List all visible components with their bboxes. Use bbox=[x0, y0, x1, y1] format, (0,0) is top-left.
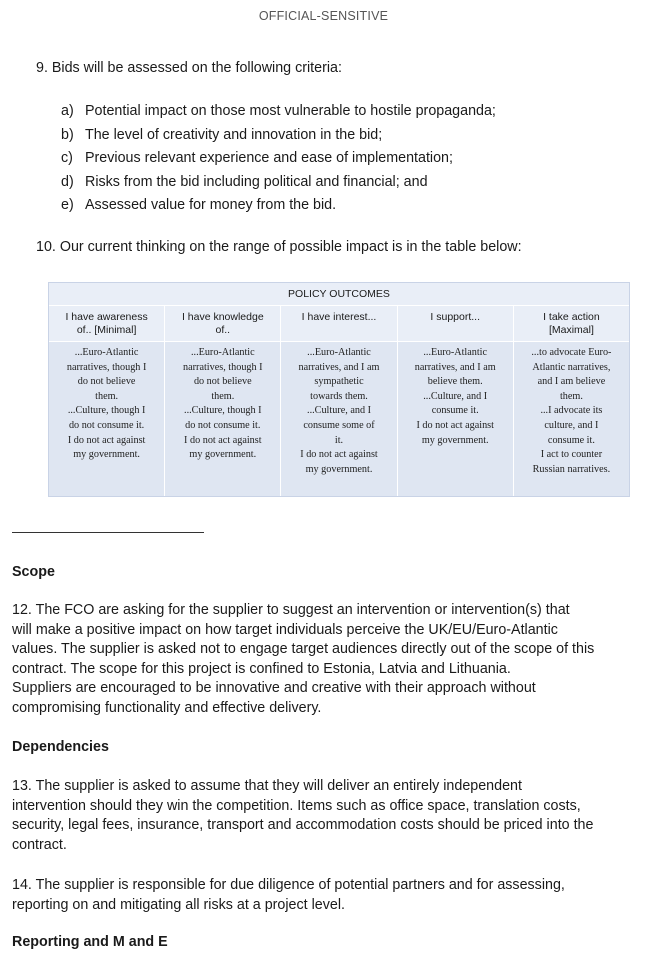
cell-line: I do not act against bbox=[300, 449, 378, 461]
cell-line: ...Euro-Atlantic bbox=[74, 347, 139, 358]
cell-line: I do not act against bbox=[67, 434, 146, 446]
cell-line: them. bbox=[95, 390, 119, 402]
table-title: POLICY OUTCOMES bbox=[49, 283, 629, 306]
paragraph-10: 10. Our current thinking on the range of possible impact is in the table below: bbox=[36, 239, 522, 255]
cell-line: I do not act against bbox=[184, 434, 262, 446]
table-columns bbox=[49, 306, 629, 496]
column-header bbox=[398, 306, 513, 342]
criteria-item: d) Risks from the bid including political and financial; and bbox=[61, 173, 428, 190]
column-header-line: I have knowledge bbox=[181, 311, 264, 323]
criteria-item: a) Potential impact on those most vulnerable to hostile propaganda; bbox=[61, 103, 496, 119]
scope-heading: Scope bbox=[12, 564, 55, 580]
column-body bbox=[49, 342, 164, 496]
cell-line: my government. bbox=[305, 463, 373, 475]
cell-line: ...Euro-Atlantic bbox=[190, 347, 255, 358]
cell-line: consume it. bbox=[431, 405, 479, 417]
cell-line: consume some of bbox=[303, 419, 375, 431]
cell-line: sympathetic bbox=[314, 376, 364, 388]
cell-line: ...Culture, though I bbox=[184, 405, 262, 417]
column-body bbox=[514, 342, 629, 496]
cell-line: them. bbox=[211, 390, 235, 402]
text-line: contract. bbox=[12, 836, 67, 853]
column-body bbox=[398, 342, 513, 496]
text-line: values. The supplier is asked not to engage target audiences directly out of the scope of this bbox=[12, 641, 595, 657]
cell-line: narratives, and I am bbox=[414, 361, 496, 373]
cell-line: ...Culture, and I bbox=[423, 390, 488, 402]
cell-line: them. bbox=[559, 390, 583, 402]
table-column bbox=[49, 306, 165, 496]
table-column bbox=[281, 306, 397, 496]
reporting-heading: Reporting and M and E bbox=[12, 934, 168, 950]
cell-line: Atlantic narratives, bbox=[532, 361, 611, 373]
cell-line: believe them. bbox=[427, 376, 483, 388]
paragraph-13 bbox=[12, 777, 637, 855]
text-line: compromising functionality and effective delivery. bbox=[12, 699, 322, 716]
cell-line: ...Culture, though I bbox=[67, 405, 146, 417]
text-line: Suppliers are encouraged to be innovative and creative with their approach without bbox=[12, 680, 536, 696]
criteria-item: b) The level of creativity and innovation in the bid; bbox=[61, 126, 383, 143]
cell-line: it. bbox=[334, 434, 344, 446]
column-body bbox=[165, 342, 280, 496]
cell-line: I act to counter bbox=[540, 449, 603, 461]
paragraph-9: 9. Bids will be assessed on the following criteria: bbox=[36, 60, 342, 76]
cell-line: do not believe bbox=[77, 376, 136, 388]
column-header-line: I take action bbox=[543, 311, 600, 323]
cell-line: narratives, though I bbox=[183, 361, 263, 373]
paragraph-14 bbox=[12, 876, 637, 915]
cell-line: ...Culture, and I bbox=[307, 405, 371, 417]
criteria-item: e) Assessed value for money from the bid. bbox=[61, 197, 337, 214]
text-line: 12. The FCO are asking for the supplier to suggest an intervention or intervention(s) that bbox=[12, 602, 570, 618]
column-header bbox=[514, 306, 629, 342]
cell-line: my government. bbox=[189, 449, 257, 461]
text-line: intervention should they win the competition. Items such as office space, translation costs, bbox=[12, 797, 581, 814]
classification-header: OFFICIAL-SENSITIVE bbox=[258, 9, 389, 23]
criteria-item: c) Previous relevant experience and ease of implementation; bbox=[61, 150, 453, 167]
column-header-line: I support... bbox=[430, 311, 481, 323]
cell-line: do not consume it. bbox=[68, 419, 145, 431]
text-line: security, legal fees, insurance, transport and accommodation costs should be priced into the bbox=[12, 817, 594, 833]
cell-line: I do not act against bbox=[416, 419, 494, 431]
cell-line: towards them. bbox=[310, 390, 368, 402]
column-header-line: of.. bbox=[215, 324, 231, 336]
table-column bbox=[398, 306, 514, 496]
criteria-list bbox=[61, 103, 496, 221]
column-body bbox=[281, 342, 396, 496]
column-header bbox=[49, 306, 164, 342]
divider bbox=[12, 532, 204, 533]
cell-line: my government. bbox=[73, 449, 140, 461]
cell-line: consume it. bbox=[547, 434, 595, 446]
cell-line: ...Euro-Atlantic bbox=[307, 347, 371, 358]
cell-line: ...to advocate Euro- bbox=[531, 347, 612, 358]
column-header bbox=[281, 306, 396, 342]
cell-line: and I am believe bbox=[537, 376, 606, 388]
text-line: will make a positive impact on how target individuals perceive the UK/EU/Euro-Atlantic bbox=[12, 621, 558, 638]
cell-line: Russian narratives. bbox=[532, 463, 611, 475]
cell-line: do not consume it. bbox=[185, 419, 261, 431]
column-header-line: I have awareness bbox=[65, 311, 148, 323]
column-header-line: of.. [Minimal] bbox=[76, 324, 137, 336]
column-header-line: I have interest... bbox=[301, 311, 377, 323]
cell-line: culture, and I bbox=[544, 419, 599, 431]
policy-outcomes-table bbox=[48, 282, 630, 497]
table-column bbox=[514, 306, 629, 496]
dependencies-heading: Dependencies bbox=[12, 739, 109, 755]
cell-line: narratives, though I bbox=[66, 361, 147, 373]
cell-line: my government. bbox=[421, 434, 489, 446]
text-line: 13. The supplier is asked to assume that they will deliver an entirely independent bbox=[12, 778, 522, 794]
cell-line: ...Euro-Atlantic bbox=[423, 347, 488, 358]
table-column bbox=[165, 306, 281, 496]
cell-line: ...I advocate its bbox=[540, 405, 603, 417]
text-line: 14. The supplier is responsible for due diligence of potential partners and for assessing, bbox=[12, 877, 565, 893]
cell-line: do not believe bbox=[193, 376, 252, 388]
text-line: contract. The scope for this project is confined to Estonia, Latvia and Lithuania. bbox=[12, 660, 511, 677]
paragraph-12 bbox=[12, 601, 637, 718]
text-line: reporting on and mitigating all risks at a project level. bbox=[12, 896, 345, 913]
cell-line: narratives, and I am bbox=[298, 361, 380, 373]
column-header bbox=[165, 306, 280, 342]
column-header-line: [Maximal] bbox=[548, 324, 594, 336]
